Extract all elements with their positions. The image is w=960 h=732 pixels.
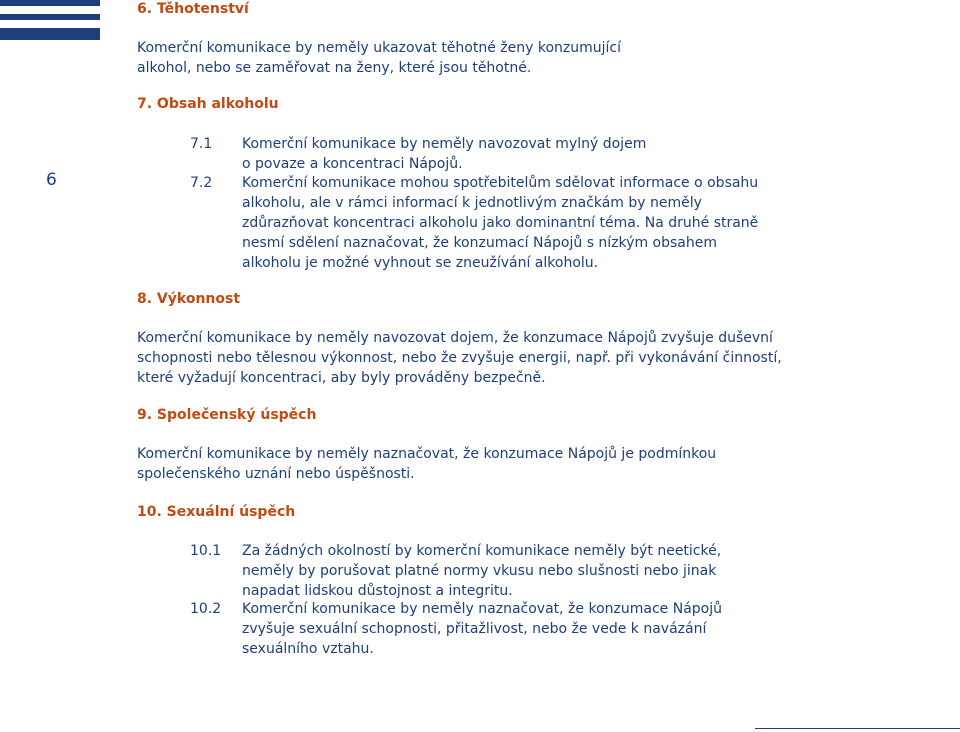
section-9-heading: 9. Společenský úspěch xyxy=(137,407,317,423)
section-7-item-2 xyxy=(190,173,780,273)
item-number: 7.2 xyxy=(190,175,213,191)
section-9-text: Komerční komunikace by neměly naznačovat, že konzumace Nápojů je podmínkou společenského uznání nebo úspěšnosti. xyxy=(137,446,717,482)
stripe xyxy=(0,0,100,6)
section-8-heading: 8. Výkonnost xyxy=(137,291,241,307)
page-number: 6 xyxy=(46,170,57,190)
item-text: Za žádných okolností by komerční komunikace neměly být neetické, neměly by porušovat platné normy vkusu nebo slušnosti nebo jinak napadat lidskou důstojnost a integritu. xyxy=(242,543,722,599)
section-8-text: Komerční komunikace by neměly navozovat dojem, že konzumace Nápojů zvyšuje duševní schopnosti nebo tělesnou výkonnost, nebo že zvyšuje energii, např. při vykonávání činností, které vyžadují koncentraci, aby byly prováděny bezpečně. xyxy=(137,330,782,386)
section-6-text: Komerční komunikace by neměly ukazovat těhotné ženy konzumující alkohol, nebo se zaměřovat na ženy, které jsou těhotné. xyxy=(137,40,622,76)
item-text: Komerční komunikace mohou spotřebitelům sdělovat informace o obsahu alkoholu, ale v rámci informací k jednotlivým značkám by neměly zdůrazňovat koncentraci alkoholu jako dominantní téma. Na druhé straně nesmí sdělení naznačovat, že konzumací Nápojů s nízkým obsahem alkoholu je možné vyhnout se zneužívání alkoholu. xyxy=(242,175,759,271)
section-10-item-2 xyxy=(190,599,770,659)
section-6-heading: 6. Těhotenství xyxy=(137,1,249,17)
item-number: 10.2 xyxy=(190,601,222,617)
section-10-item-1 xyxy=(190,541,770,601)
section-10-heading: 10. Sexuální úspěch xyxy=(137,504,296,520)
section-7-item-1 xyxy=(190,134,650,174)
footer-rule xyxy=(755,728,960,729)
item-text: Komerční komunikace by neměly naznačovat, že konzumace Nápojů zvyšuje sexuální schopnosti, přitažlivost, nebo že vede k navázání sexuálního vztahu. xyxy=(242,601,722,657)
stripe xyxy=(0,28,100,40)
section-7-heading: 7. Obsah alkoholu xyxy=(137,96,279,112)
item-number: 7.1 xyxy=(190,136,213,152)
item-number: 10.1 xyxy=(190,543,222,559)
stripe xyxy=(0,14,100,20)
item-text: Komerční komunikace by neměly navozovat mylný dojem o povaze a koncentraci Nápojů. xyxy=(242,136,647,172)
